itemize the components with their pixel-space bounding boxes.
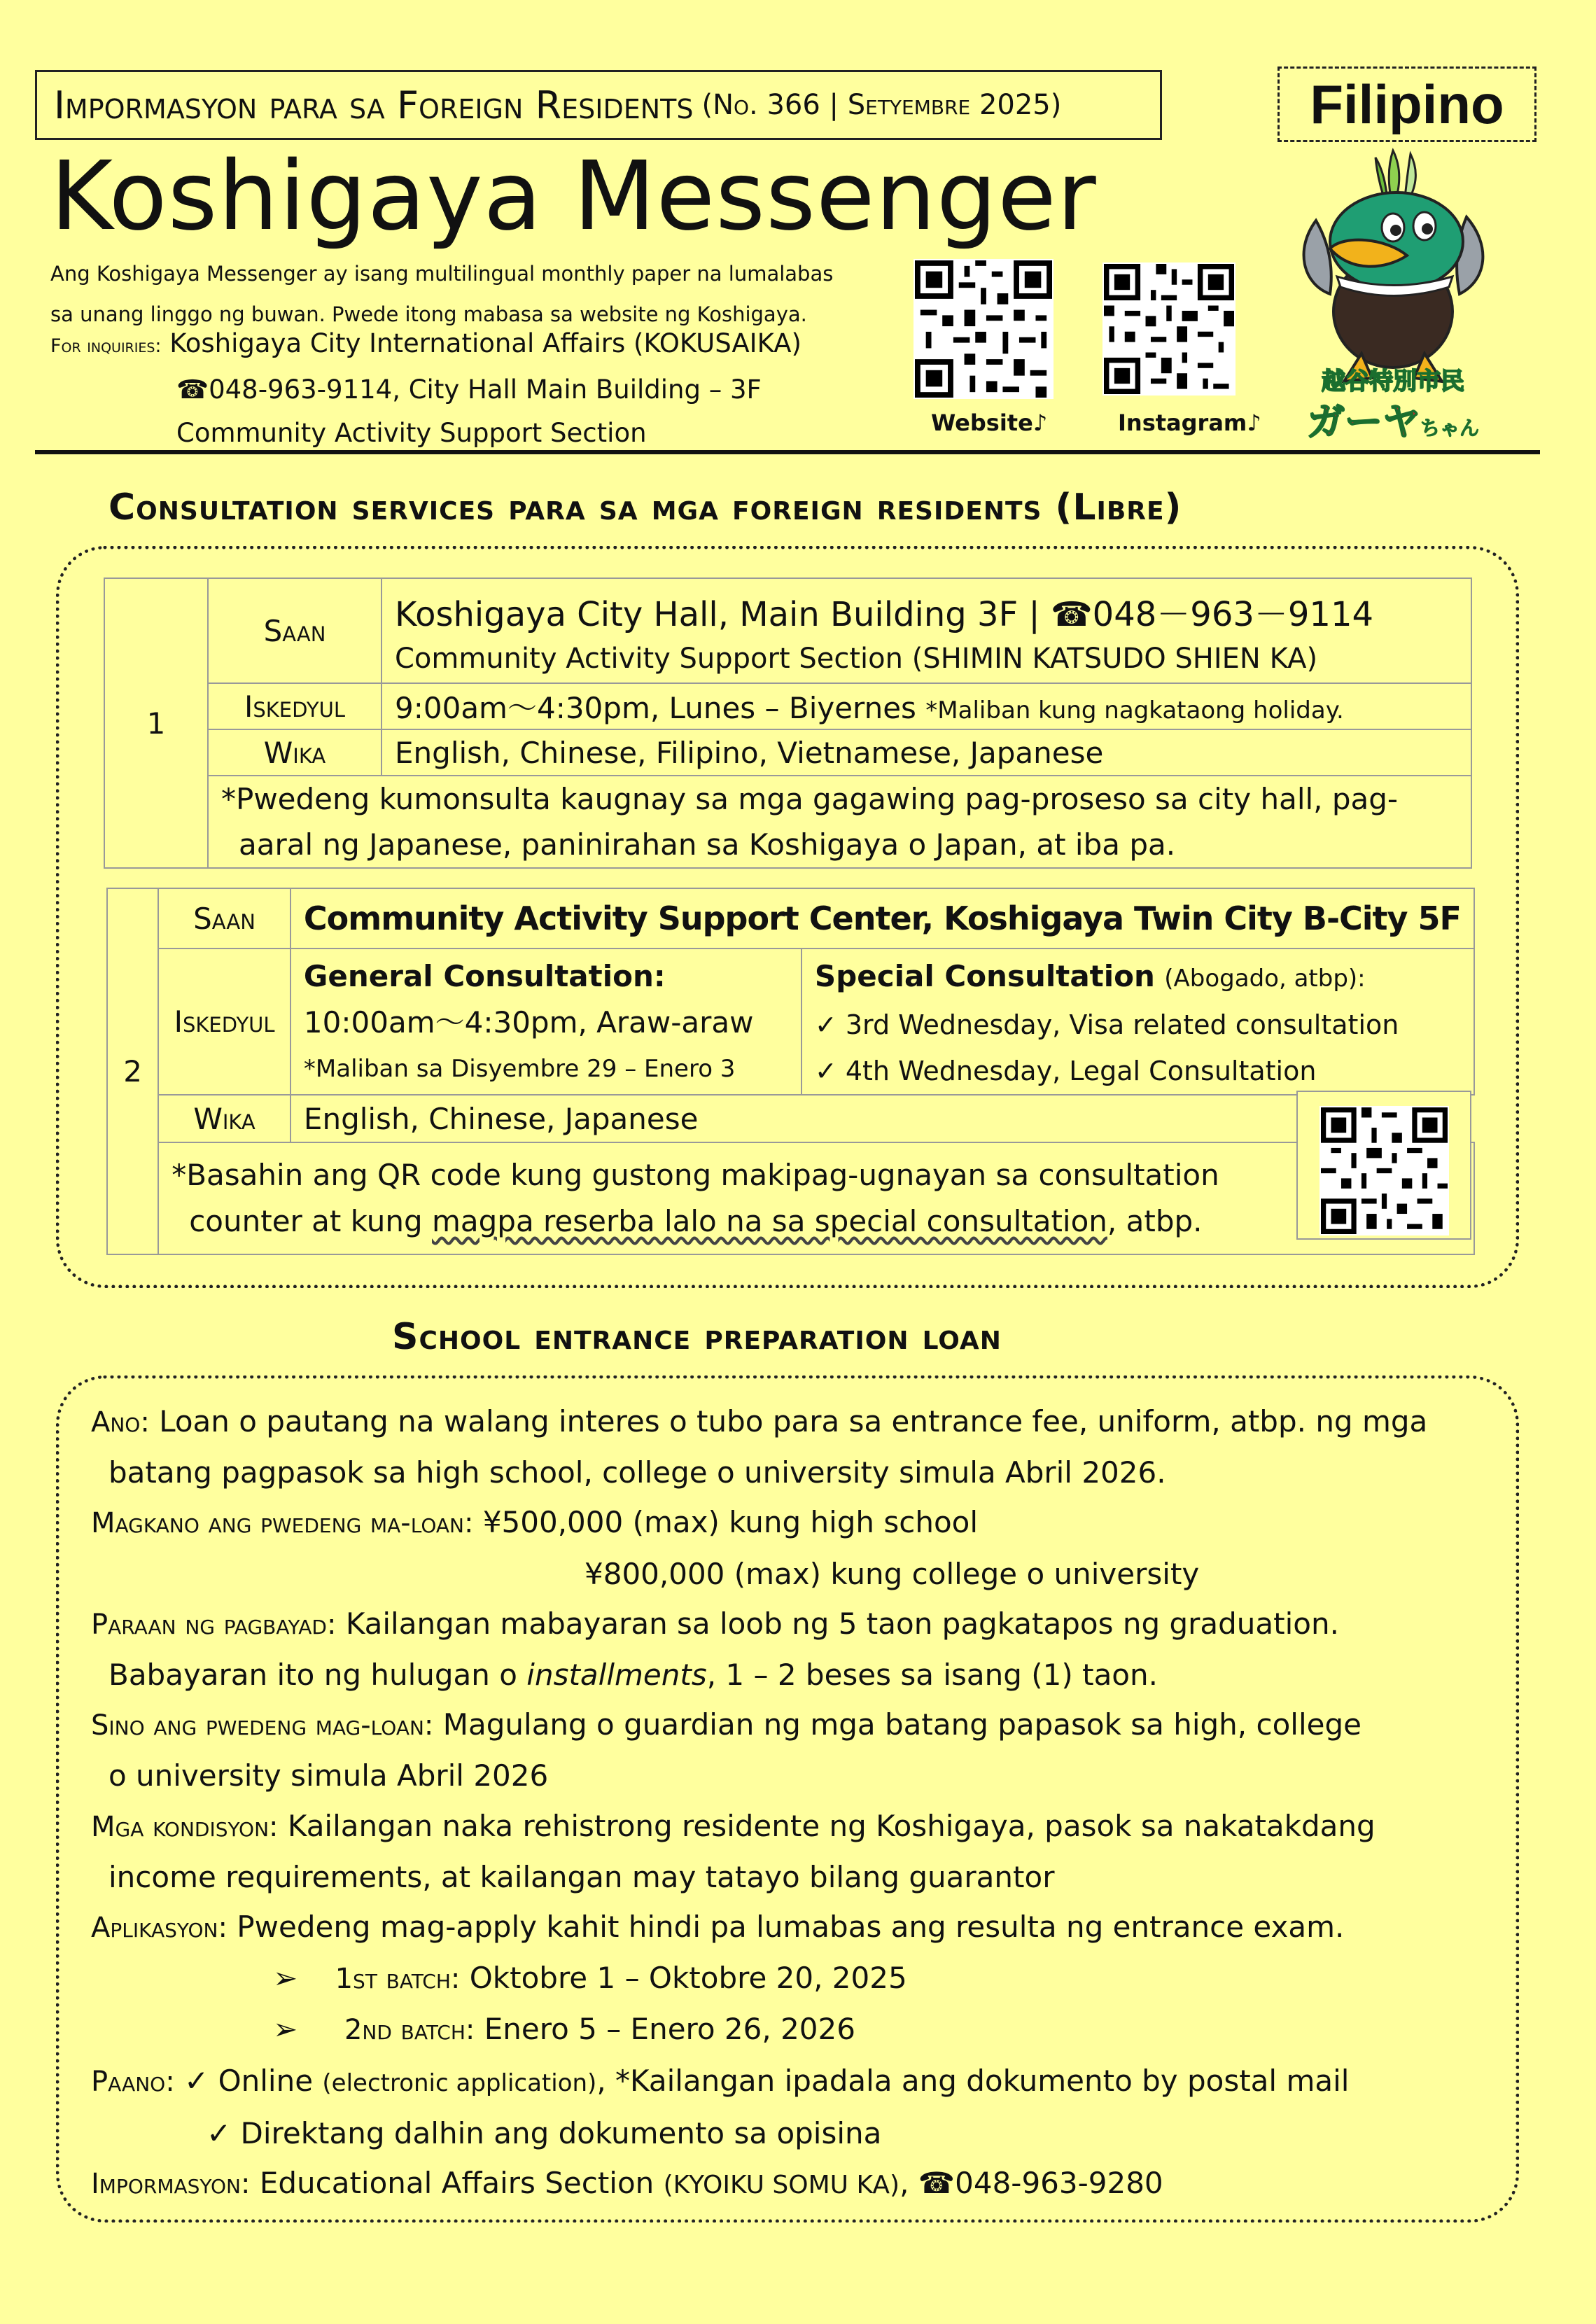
office1-note-line: aaral ng Japanese, paninirahan sa Koshigaya o Japan, at iba pa. [239, 827, 1176, 862]
mascot-caption [1302, 392, 1484, 446]
loan-how-label: Paano: [91, 2065, 175, 2098]
office2-special-title: Special Consultation [814, 959, 1155, 993]
loan-how-text: , *Kailangan ipadala ang dokumento by postal mail [596, 2063, 1350, 2098]
consultation-qr-code[interactable] [1320, 1106, 1449, 1236]
office2-special-item: ✓ 4th Wednesday, Legal Consultation [814, 1056, 1317, 1086]
banner-main: Impormasyon para sa Foreign Residents [54, 83, 694, 127]
office2-note-line: *Basahin ang QR code kung gustong makipag-ugnayan sa consultation [172, 1158, 1219, 1192]
inquiries-block [50, 322, 802, 455]
office2-language-value: English, Chinese, Japanese [290, 1095, 1474, 1142]
office1-schedule-value: 9:00am～4:30pm, Lunes – Biyernes [395, 691, 916, 725]
batch1-label: 1st batch: [335, 1963, 461, 1996]
banner-issue: (No. 366 | Setyembre 2025) [701, 89, 1062, 121]
mascot-suffix: ちゃん [1420, 416, 1479, 440]
loan-what-text: Loan o pautang na walang interes o tubo para sa entrance fee, uniform, atbp. ng mga [159, 1404, 1428, 1438]
instagram-qr-code[interactable] [1102, 262, 1236, 396]
instagram-label[interactable]: Instagram♪ [1118, 410, 1261, 436]
batch2-label: 2nd batch: [344, 2014, 475, 2047]
office1-schedule-label: Iskedyul [208, 683, 382, 729]
loan-info-small: (KYOIKU SOMU KA) [663, 2171, 900, 2200]
office2-special-item: ✓ 3rd Wednesday, Visa related consultation [814, 1009, 1399, 1040]
loan-apply-text: Pwedeng mag-apply kahit hindi pa lumabas ang resulta ng entrance exam. [237, 1910, 1345, 1945]
office1-where-sub: Community Activity Support Section (SHIMIN KATSUDO SHIEN KA) [395, 642, 1318, 675]
mascot-name: ガーヤ [1306, 400, 1420, 444]
batch2-dates: Enero 5 – Enero 26, 2026 [484, 2012, 855, 2047]
office1-where-label: Saan [208, 578, 382, 683]
office1-schedule-note: *Maliban kung nagkataong holiday. [925, 696, 1344, 724]
loan-amount-label: Magkano ang pwedeng ma-loan: [91, 1507, 474, 1540]
office2-language-label: Wika [158, 1095, 290, 1142]
loan-info-text: Educational Affairs Section [259, 2166, 664, 2201]
loan-payment-label: Paraan ng pagbayad: [91, 1608, 337, 1641]
loan-amount-hs: ¥500,000 (max) kung high school [482, 1505, 979, 1540]
loan-payment-text: Kailangan mabayaran sa loob ng 5 taon pagkatapos ng graduation. [345, 1606, 1339, 1641]
loan-payment-emphasis: installments [526, 1658, 707, 1693]
loan-conditions-label: Mga kondisyon: [91, 1810, 279, 1843]
newsletter-title: Koshigaya Messenger [50, 141, 1097, 252]
office2-note-text: , atbp. [1107, 1204, 1203, 1238]
office2-note-text: counter at kung [189, 1204, 432, 1238]
qr-icon [1321, 1107, 1448, 1234]
qr-icon [1104, 264, 1234, 394]
loan-how-small: (electronic application) [322, 2068, 597, 2097]
reservation-link[interactable]: magpa reserba lalo na sa special consultation [432, 1204, 1107, 1238]
loan-who-label: Sino ang pwedeng mag-loan: [91, 1709, 434, 1742]
inquiries-phone: ☎048-963-9114, City Hall Main Building – 3F [176, 374, 762, 405]
loan-conditions-text: income requirements, at kailangan may tatayo bilang guarantor [108, 1859, 1055, 1894]
loan-payment-text: , 1 – 2 beses sa isang (1) taon. [706, 1658, 1158, 1693]
loan-apply-label: Aplikasyon: [91, 1912, 227, 1945]
intro-line: Ang Koshigaya Messenger ay isang multilingual monthly paper na lumalabas [50, 262, 834, 286]
intro-line: sa unang linggo ng buwan. Pwede itong mabasa sa website ng Koshigaya. [50, 302, 807, 326]
batch1-dates: Oktobre 1 – Oktobre 20, 2025 [469, 1961, 907, 1996]
office2-where-label: Saan [158, 888, 290, 948]
inquiries-section: Community Activity Support Section [176, 418, 647, 448]
website-label[interactable]: Website♪ [931, 410, 1048, 436]
office2-general-note: *Maliban sa Disyembre 29 – Enero 3 [303, 1055, 736, 1083]
office1-where-value: Koshigaya City Hall, Main Building 3F | ☎048－963－9114 [395, 594, 1374, 634]
office1-number: 1 [104, 578, 208, 868]
language-badge: Filipino [1278, 66, 1536, 142]
office2-number: 2 [107, 888, 158, 1254]
loan-info-text: , ☎048-963-9280 [899, 2166, 1163, 2201]
office1-note-line: *Pwedeng kumonsulta kaugnay sa mga gagawing pag-proseso sa city hall, pag- [221, 782, 1399, 816]
office1-table [104, 578, 1472, 869]
office1-language-value: English, Chinese, Filipino, Vietnamese, Japanese [382, 729, 1471, 776]
loan-how-text: ✓ Direktang dalhin ang dokumento sa opisina [206, 2115, 882, 2150]
header-banner [35, 70, 1162, 140]
loan-who-text: Magulang o guardian ng mga batang papasok sa high, college [442, 1707, 1362, 1742]
office1-language-label: Wika [208, 729, 382, 776]
office2-schedule-label: Iskedyul [158, 948, 290, 1095]
loan-info-label: Impormasyon: [91, 2168, 251, 2201]
loan-payment-text: Babayaran ito ng hulugan o [108, 1658, 527, 1693]
arrow-bullet-icon: ➢ [273, 1961, 298, 1996]
loan-details [91, 1396, 1427, 2210]
office2-special-title-note: (Abogado, atbp): [1164, 965, 1366, 993]
mascot-gaya [1288, 144, 1498, 444]
office2-general-title: General Consultation: [303, 959, 666, 993]
loan-how-text: ✓ Online [184, 2063, 323, 2098]
office2-table [106, 888, 1475, 1255]
office2-where-value: Community Activity Support Center, Koshigaya Twin City B-City 5F [290, 888, 1474, 948]
loan-what-label: Ano: [91, 1406, 150, 1438]
qr-icon [915, 260, 1052, 398]
inquiries-office: Koshigaya City International Affairs (KOKUSAIKA) [169, 328, 802, 358]
inquiries-label: For inquiries: [50, 335, 162, 357]
header-divider [35, 450, 1540, 454]
website-qr-code[interactable] [913, 259, 1054, 399]
loan-who-text: o university simula Abril 2026 [108, 1758, 549, 1793]
loan-conditions-text: Kailangan naka rehistrong residente ng Koshigaya, pasok sa nakatakdang [287, 1808, 1376, 1843]
arrow-bullet-icon: ➢ [273, 2012, 298, 2047]
consultation-heading: Consultation services para sa mga foreign residents (Libre) [108, 486, 1182, 528]
loan-amount-college: ¥800,000 (max) kung college o university [584, 1556, 1200, 1591]
mascot-caption-top: 越谷特別市民 [1322, 368, 1464, 396]
office2-general-time: 10:00am～4:30pm, Araw-araw [303, 1005, 754, 1040]
loan-what-text: batang pagpasok sa high school, college o university simula Abril 2026. [108, 1455, 1166, 1490]
loan-heading: School entrance preparation loan [392, 1316, 1002, 1358]
